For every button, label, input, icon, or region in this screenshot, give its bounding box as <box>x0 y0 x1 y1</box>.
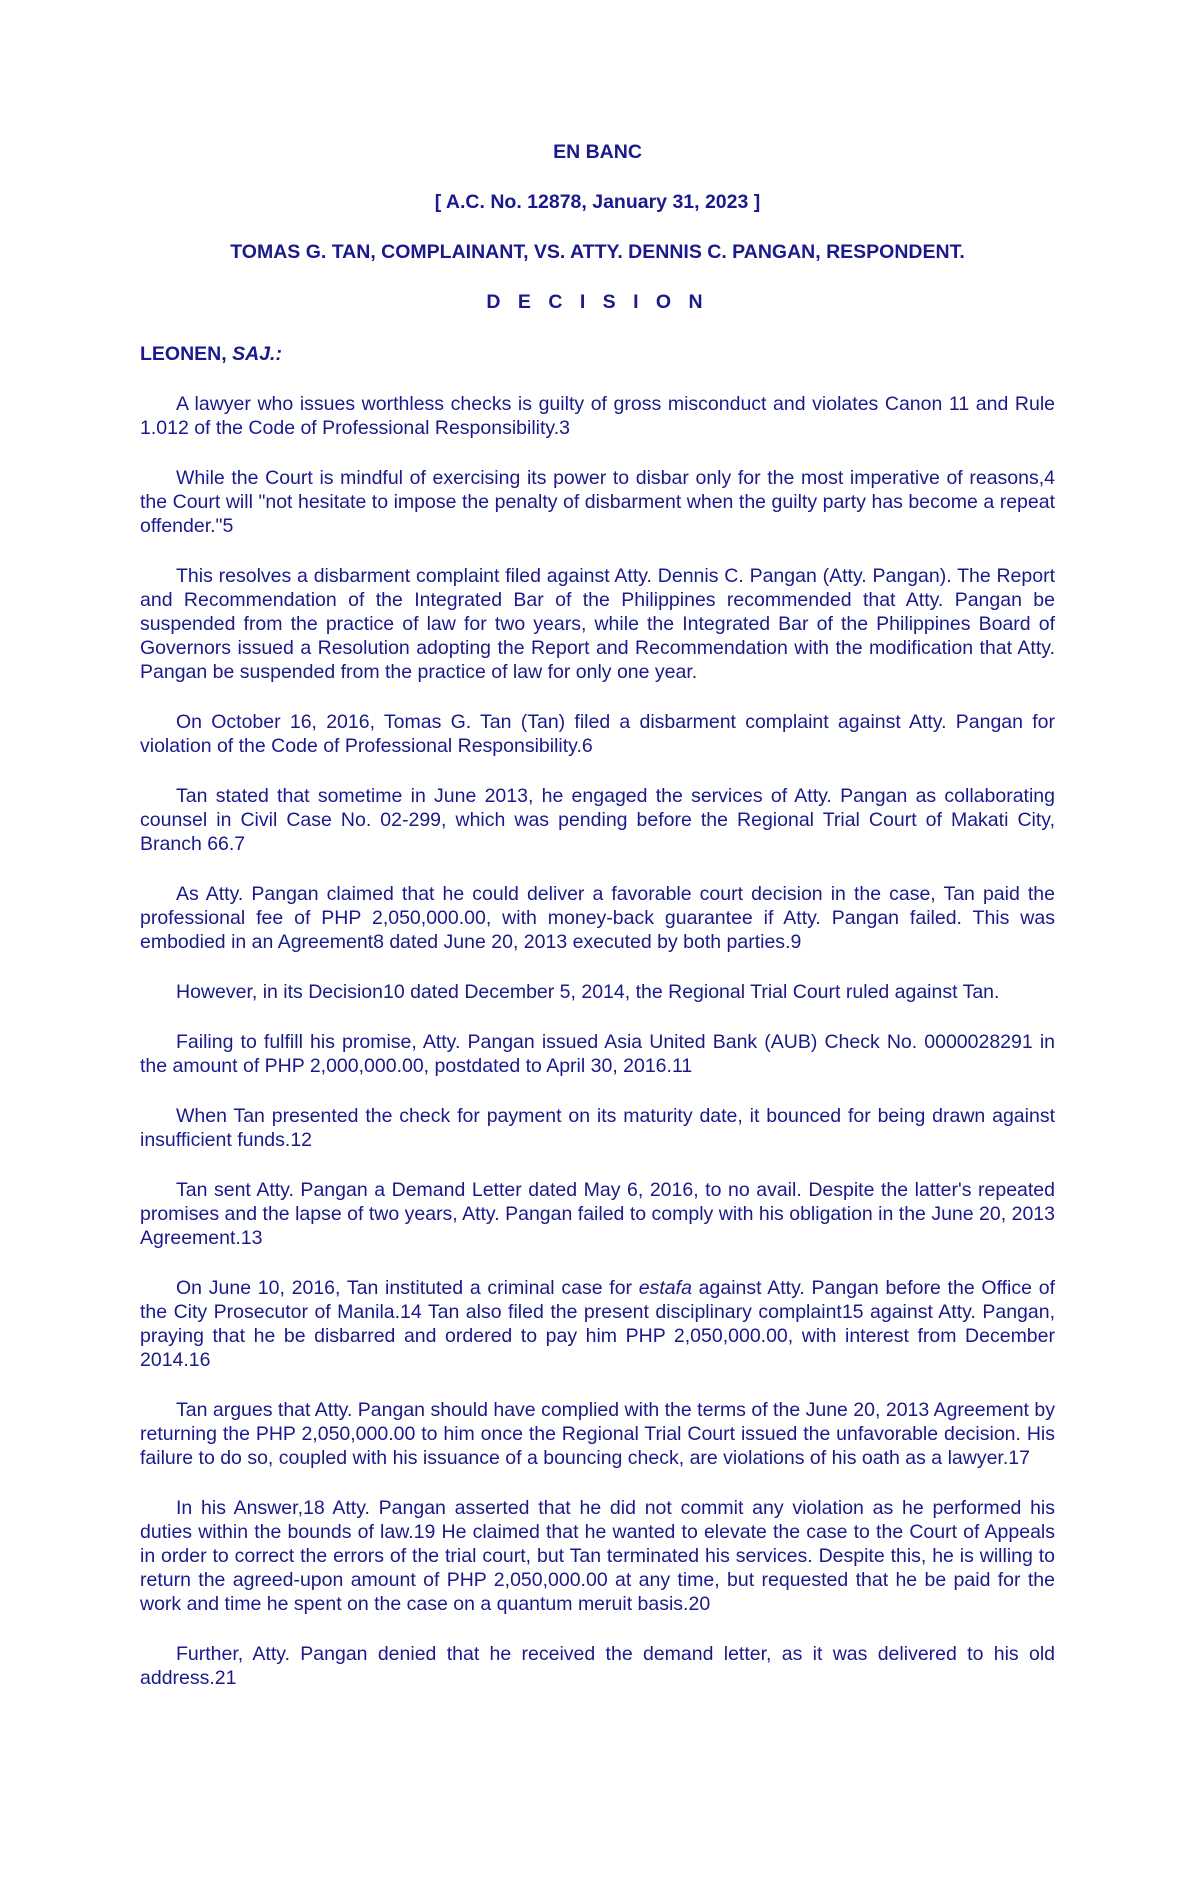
paragraph: Tan argues that Atty. Pangan should have complied with the terms of the June 20, 2013 Agreement by returning the PHP 2,050,000.00 to him once the Regional Trial Court issued the unfavorable decision. His failure to do so, coupled with his issuance of a bouncing check, are violations of his oath as a lawyer.17 <box>140 1399 1055 1469</box>
paragraph-estafa <box>140 1276 1055 1372</box>
paragraph: Tan stated that sometime in June 2013, he engaged the services of Atty. Pangan as collaborating counsel in Civil Case No. 02-299, which was pending before the Regional Trial Court of Makati City, Branch 66.7 <box>140 785 1055 855</box>
paragraph: Failing to fulfill his promise, Atty. Pangan issued Asia United Bank (AUB) Check No. 0000028291 in the amount of PHP 2,000,000.00, postdated to April 30, 2016.11 <box>140 1031 1055 1077</box>
paragraph: When Tan presented the check for payment on its maturity date, it bounced for being drawn against insufficient funds.12 <box>140 1105 1055 1151</box>
paragraph: In his Answer,18 Atty. Pangan asserted that he did not commit any violation as he performed his duties within the bounds of law.19 He claimed that he wanted to elevate the case to the Court of Appeals in order to correct the errors of the trial court, but Tan terminated his services. Despite this, he is willing to return the agreed-upon amount of PHP 2,050,000.00 at any time, but requested that he be paid for the work and time he spent on the case on a quantum meruit basis.20 <box>140 1497 1055 1615</box>
case-parties: TOMAS G. TAN, COMPLAINANT, VS. ATTY. DENNIS C. PANGAN, RESPONDENT. <box>230 241 965 263</box>
ponente <box>140 342 1055 366</box>
ponente-name: LEONEN, <box>140 343 227 365</box>
paragraph: Further, Atty. Pangan denied that he received the demand letter, as it was delivered to his old address.21 <box>140 1643 1055 1689</box>
court-division: EN BANC <box>553 141 642 163</box>
paragraph: A lawyer who issues worthless checks is guilty of gross misconduct and violates Canon 11 and Rule 1.012 of the Code of Professional Responsibility.3 <box>140 393 1055 439</box>
case-number: [ A.C. No. 12878, January 31, 2023 ] <box>434 191 761 213</box>
paragraph-text: On June 10, 2016, Tan instituted a criminal case for <box>176 1277 639 1299</box>
paragraph: However, in its Decision10 dated December 5, 2014, the Regional Trial Court ruled against Tan. <box>176 981 1000 1003</box>
decision-title: D E C I S I O N <box>486 291 709 313</box>
ponente-title: SAJ.: <box>232 343 282 365</box>
emphasis-estafa: estafa <box>638 1277 692 1299</box>
paragraph: On October 16, 2016, Tomas G. Tan (Tan) filed a disbarment complaint against Atty. Pangan for violation of the Code of Professional Responsibility.6 <box>140 711 1055 757</box>
document-page <box>140 140 1055 1690</box>
paragraph: As Atty. Pangan claimed that he could deliver a favorable court decision in the case, Tan paid the professional fee of PHP 2,050,000.00, with money-back guarantee if Atty. Pangan failed. This was embodied in an Agreement8 dated June 20, 2013 executed by both parties.9 <box>140 883 1055 953</box>
paragraph: While the Court is mindful of exercising its power to disbar only for the most imperative of reasons,4 the Court will "not hesitate to impose the penalty of disbarment when the guilty party has become a repeat offender."5 <box>140 467 1055 537</box>
paragraph-text: against Atty. Pangan before the Office of the City Prosecutor of Manila.14 Tan also filed the present disciplinary complaint15 against Atty. Pangan, praying that he be disbarred and ordered to pay him PHP 2,050,000.00, with interest from December 2014.16 <box>140 1277 1055 1371</box>
paragraph: This resolves a disbarment complaint filed against Atty. Dennis C. Pangan (Atty. Pangan). The Report and Recommendation of the Integrated Bar of the Philippines recommended that Atty. Pangan be suspended from the practice of law for two years, while the Integrated Bar of the Philippines Board of Governors issued a Resolution adopting the Report and Recommendation with the modification that Atty. Pangan be suspended from the practice of law for only one year. <box>140 565 1055 683</box>
paragraph: Tan sent Atty. Pangan a Demand Letter dated May 6, 2016, to no avail. Despite the latter's repeated promises and the lapse of two years, Atty. Pangan failed to comply with his obligation in the June 20, 2013 Agreement.13 <box>140 1179 1055 1249</box>
